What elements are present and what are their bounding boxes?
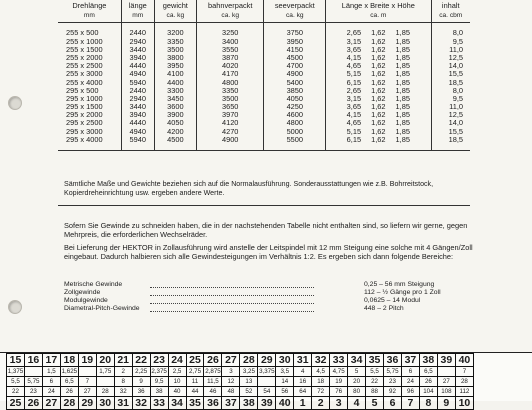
strip-cell: 4 (348, 397, 366, 410)
strip-row (7, 387, 474, 397)
cell-gewicht: 3900 (154, 111, 196, 119)
strip-cell: 24 (42, 387, 60, 397)
strip-cell: 38 (240, 397, 258, 410)
cell-abmessungen: 4,65 1,62 1,85 (326, 62, 431, 70)
strip-cell: 32 (114, 387, 132, 397)
thread-label: Diametral-Pitch-Gewinde (64, 305, 140, 312)
strip-cell: 46 (204, 387, 222, 397)
cell-laenge: 3940 (121, 54, 154, 62)
strip-cell: 10 (168, 377, 186, 387)
strip-cell: 88 (366, 387, 384, 397)
unit-cell: ca. kg (154, 11, 196, 23)
cell-seeverpackt: 4500 (264, 54, 326, 62)
thread-value: 0,0625 – 14 Modul (364, 297, 421, 304)
strip-cell: 2,875 (205, 368, 221, 375)
strip-cell: 3,375 (259, 368, 275, 375)
cell-gewicht: 3950 (154, 62, 196, 70)
strip-row (7, 397, 474, 410)
strip-cell: 5,5 (7, 377, 25, 387)
strip-cell: 27 (78, 387, 96, 397)
dreh-length: 1000 (86, 36, 103, 46)
strip-cell: 18 (60, 354, 78, 367)
strip-cell: 2,5 (168, 367, 186, 377)
strip-cell: 17 (42, 354, 60, 367)
unit-cell: ca. kg (264, 11, 326, 23)
dreh-diameter: 295 x (66, 110, 87, 120)
strip-cell: 2 (114, 367, 132, 377)
strip-cell: 22 (366, 377, 384, 387)
strip-cell: 28 (96, 387, 114, 397)
machine-spec-table (58, 0, 470, 151)
strip-cell: 24 (168, 354, 186, 367)
strip-cell: 23 (384, 377, 402, 387)
strip-cell: 16 (24, 354, 42, 367)
strip-cell: 25 (186, 354, 204, 367)
header-cell: bahnverpackt (196, 0, 264, 11)
strip-cell: 19 (78, 354, 96, 367)
strip-cell: 3 (222, 367, 240, 377)
strip-cell: 30 (96, 397, 114, 410)
strip-cell: 3,25 (240, 367, 258, 377)
strip-cell (258, 377, 276, 387)
strip-cell: 3,5 (276, 367, 294, 377)
dreh-length: 4000 (86, 134, 103, 144)
thread-label: Modulgewinde (64, 297, 108, 304)
dreh-diameter: 255 x (66, 52, 87, 62)
strip-cell: 26 (60, 387, 78, 397)
punch-hole (8, 300, 22, 314)
zollausfuehrung-paragraph: Bei Lieferung der HEKTOR in Zollausführung wird anstelle der Leitspindel mit 12 mm Steigung eine solche mit 4 Gängen/Zoll eingebaut. Dadurch halbieren sich alle Gewindesteigungen im Verhältnis 1:2. Es ergeben sich dann folgende Bereiche: (64, 243, 473, 262)
strip-cell: 37 (222, 397, 240, 410)
strip-cell: 37 (401, 354, 419, 367)
table-footnote: Sämtliche Maße und Gewichte beziehen sich auf die Normalausführung. Sonderausstattungen wie z.B. Bohrreitstock, Kopierdreheinrichtung usw. ergeben andere Werte. (58, 176, 470, 206)
dreh-length: 500 (86, 28, 99, 38)
cell-seeverpackt: 3950 (264, 37, 326, 45)
strip-cell: 26 (204, 354, 222, 367)
thread-value: 112 – ½ Gänge pro 1 Zoll (364, 289, 441, 296)
thread-range-metric (64, 281, 474, 289)
dreh-diameter: 255 x (66, 61, 87, 71)
strip-cell: 76 (330, 387, 348, 397)
thread-label: Zollgewinde (64, 289, 101, 296)
cell-abmessungen: 2,65 1,62 1,85 (326, 86, 431, 94)
cell-seeverpackt: 4150 (264, 45, 326, 53)
strip-cell: 8 (114, 377, 132, 387)
strip-cell: 80 (348, 387, 366, 397)
strip-cell: 28 (455, 377, 473, 387)
cell-inhalt: 14,0 (431, 119, 470, 127)
thread-range-inch (64, 289, 474, 297)
strip-cell: 18 (312, 377, 330, 387)
cell-seeverpackt: 4900 (264, 70, 326, 78)
strip-cell: 22 (132, 354, 150, 367)
strip-cell: 6 (42, 377, 60, 387)
dreh-diameter: 295 x (66, 85, 87, 95)
strip-cell: 2,75 (186, 367, 204, 377)
strip-cell: 27 (437, 377, 455, 387)
strip-cell: 1,5 (42, 367, 60, 377)
strip-cell (24, 367, 42, 377)
cell-seeverpackt: 4600 (264, 111, 326, 119)
strip-cell: 96 (401, 387, 419, 397)
strip-cell: 36 (384, 354, 402, 367)
strip-cell: 54 (258, 387, 276, 397)
cell-laenge: 3440 (121, 45, 154, 53)
cell-abmessungen: 6,15 1,62 1,85 (326, 78, 431, 86)
strip-cell: 44 (186, 387, 204, 397)
strip-cell: 34 (168, 397, 186, 410)
cell-laenge: 2940 (121, 95, 154, 103)
cell-abmessungen: 4,65 1,62 1,85 (326, 119, 431, 127)
strip-cell: 6,5 (60, 377, 78, 387)
cell-laenge: 4440 (121, 62, 154, 70)
strip-cell: 35 (186, 397, 204, 410)
unit-cell: mm (121, 11, 154, 23)
cell-inhalt: 9,5 (431, 37, 470, 45)
strip-cell: 31 (114, 397, 132, 410)
strip-cell: 9,5 (150, 377, 168, 387)
dreh-length: 3000 (86, 69, 103, 79)
strip-cell: 5 (366, 397, 384, 410)
thread-ranges-list (64, 281, 474, 313)
cell-bahnverpackt: 3550 (196, 45, 264, 53)
cell-gewicht: 3200 (154, 29, 196, 37)
strip-row (7, 367, 474, 377)
dreh-length: 2000 (86, 52, 103, 62)
cell-seeverpackt: 4050 (264, 95, 326, 103)
cell-inhalt: 9,5 (431, 95, 470, 103)
dreh-length: 3000 (86, 126, 103, 136)
strip-cell: 2,25 (132, 367, 150, 377)
strip-cell: 29 (78, 397, 96, 410)
strip-cell: 33 (150, 397, 168, 410)
strip-cell: 38 (150, 387, 168, 397)
strip-cell: 1 (294, 397, 312, 410)
strip-cell: 48 (222, 387, 240, 397)
dreh-length: 500 (86, 85, 99, 95)
cell-bahnverpackt: 3500 (196, 95, 264, 103)
strip-cell: 27 (42, 397, 60, 410)
strip-row (7, 377, 474, 387)
strip-cell: 39 (437, 354, 455, 367)
strip-cell: 92 (384, 387, 402, 397)
unit-cell: ca. cbm (431, 11, 470, 23)
strip-cell: 56 (276, 387, 294, 397)
dreh-diameter: 255 x (66, 77, 87, 87)
cell-inhalt: 18,5 (431, 135, 470, 143)
strip-cell: 28 (60, 397, 78, 410)
dreh-diameter: 295 x (66, 93, 87, 103)
cell-inhalt: 8,0 (431, 29, 470, 37)
cell-abmessungen: 3,15 1,62 1,85 (326, 95, 431, 103)
cell-laenge: 4940 (121, 70, 154, 78)
dotted-leader (150, 281, 314, 288)
dreh-diameter: 295 x (66, 134, 87, 144)
cell-abmessungen: 5,15 1,62 1,85 (326, 127, 431, 135)
strip-cell: 11 (186, 377, 204, 387)
strip-cell: 25 (7, 397, 25, 410)
thread-range-module (64, 297, 474, 305)
strip-cell: 20 (348, 377, 366, 387)
dreh-diameter: 255 x (66, 69, 87, 79)
cell-bahnverpackt: 4120 (196, 119, 264, 127)
cell-abmessungen: 2,65 1,62 1,85 (326, 29, 431, 37)
cell-laenge: 4940 (121, 127, 154, 135)
cell-abmessungen: 3,65 1,62 1,85 (326, 45, 431, 53)
table-row (58, 29, 470, 37)
thread-value: 0,25 – 56 mm Steigung (364, 281, 435, 288)
cell-abmessungen: 3,65 1,62 1,85 (326, 103, 431, 111)
cell-seeverpackt: 4800 (264, 119, 326, 127)
cell-bahnverpackt: 3250 (196, 29, 264, 37)
cell-abmessungen: 6,15 1,62 1,85 (326, 135, 431, 143)
strip-cell (78, 367, 96, 377)
strip-cell: 72 (312, 387, 330, 397)
strip-cell: 19 (330, 377, 348, 387)
strip-cell: 31 (294, 354, 312, 367)
strip-cell: 22 (7, 387, 25, 397)
header-cell: länge (121, 0, 154, 11)
header-cell: gewicht (154, 0, 196, 11)
strip-cell: 14 (276, 377, 294, 387)
strip-cell: 10 (455, 397, 473, 410)
cell-laenge: 2440 (121, 86, 154, 94)
thread-range-diametral-pitch (64, 305, 474, 313)
cell-gewicht: 4500 (154, 135, 196, 143)
cell-seeverpackt: 3850 (264, 86, 326, 94)
header-cell: Länge x Breite x Höhe (326, 0, 431, 11)
strip-cell: 1,75 (96, 367, 114, 377)
cell-laenge: 2440 (121, 29, 154, 37)
cell-bahnverpackt: 3870 (196, 54, 264, 62)
strip-cell: 2,375 (151, 368, 167, 375)
strip-cell: 5,75 (24, 377, 42, 387)
dreh-diameter: 295 x (66, 126, 87, 136)
cell-drehlaenge (58, 135, 121, 143)
strip-cell: 4 (294, 367, 312, 377)
strip-cell: 34 (348, 354, 366, 367)
cell-bahnverpackt: 3970 (196, 111, 264, 119)
cell-laenge: 5940 (121, 78, 154, 86)
strip-cell: 9 (132, 377, 150, 387)
cell-abmessungen: 3,15 1,62 1,85 (326, 37, 431, 45)
cell-seeverpackt: 4250 (264, 103, 326, 111)
strip-cell: 26 (24, 397, 42, 410)
strip-cell: 7 (401, 397, 419, 410)
strip-cell: 20 (96, 354, 114, 367)
dreh-diameter: 255 x (66, 44, 87, 54)
strip-cell: 32 (132, 397, 150, 410)
cell-bahnverpackt: 4900 (196, 135, 264, 143)
cell-seeverpackt: 5000 (264, 127, 326, 135)
table-units-row (58, 11, 470, 23)
thread-chart-table (6, 353, 474, 410)
dreh-diameter: 295 x (66, 102, 87, 112)
strip-cell: 23 (150, 354, 168, 367)
dreh-diameter: 255 x (66, 28, 87, 38)
thread-value: 448 – 2 Pitch (364, 305, 404, 312)
strip-cell: 108 (437, 387, 455, 397)
cell-bahnverpackt: 4170 (196, 70, 264, 78)
strip-cell: 104 (419, 387, 437, 397)
strip-cell: 3 (330, 397, 348, 410)
strip-cell (96, 377, 114, 387)
thread-chart-strip (0, 352, 532, 409)
cell-seeverpackt: 4700 (264, 62, 326, 70)
cell-gewicht: 3600 (154, 103, 196, 111)
strip-cell: 8 (419, 397, 437, 410)
cell-inhalt: 12,5 (431, 111, 470, 119)
strip-cell: 6 (401, 367, 419, 377)
cell-inhalt: 12,5 (431, 54, 470, 62)
strip-cell: 2 (312, 397, 330, 410)
cell-gewicht: 3500 (154, 45, 196, 53)
dotted-leader (150, 289, 314, 296)
cell-gewicht: 3350 (154, 37, 196, 45)
strip-cell: 4,75 (330, 367, 348, 377)
strip-cell: 32 (312, 354, 330, 367)
strip-cell: 23 (24, 387, 42, 397)
cell-abmessungen: 5,15 1,62 1,85 (326, 70, 431, 78)
strip-cell: 40 (168, 387, 186, 397)
table-row (58, 135, 470, 143)
cell-gewicht: 3800 (154, 54, 196, 62)
strip-cell: 40 (455, 354, 473, 367)
strip-cell: 21 (114, 354, 132, 367)
unit-cell: ca. kg (196, 11, 264, 23)
dreh-diameter: 255 x (66, 36, 87, 46)
cell-seeverpackt: 5400 (264, 78, 326, 86)
cell-abmessungen: 4,15 1,62 1,85 (326, 54, 431, 62)
header-cell: inhalt (431, 0, 470, 11)
cell-seeverpackt: 5500 (264, 135, 326, 143)
cell-bahnverpackt: 3650 (196, 103, 264, 111)
table-row (58, 70, 470, 78)
cell-inhalt: 11,0 (431, 45, 470, 53)
cell-laenge: 5940 (121, 135, 154, 143)
strip-cell: 30 (276, 354, 294, 367)
dreh-length: 1500 (86, 102, 103, 112)
strip-cell: 39 (258, 397, 276, 410)
strip-cell: 40 (276, 397, 294, 410)
unit-cell: mm (58, 11, 121, 23)
table-header-row (58, 0, 470, 11)
strip-row (7, 354, 474, 367)
cell-gewicht: 4100 (154, 70, 196, 78)
cell-laenge: 2940 (121, 37, 154, 45)
strip-cell: 12 (222, 377, 240, 387)
dreh-length: 1500 (86, 44, 103, 54)
strip-cell: 29 (258, 354, 276, 367)
dreh-length: 2000 (86, 110, 103, 120)
cell-inhalt: 18,5 (431, 78, 470, 86)
strip-cell: 52 (240, 387, 258, 397)
strip-cell: 1,625 (61, 368, 78, 375)
dreh-length: 2500 (86, 61, 103, 71)
strip-cell: 26 (419, 377, 437, 387)
dreh-length: 2500 (86, 118, 103, 128)
wechselraeder-paragraph: Sofern Sie Gewinde zu schneiden haben, die in der nachstehenden Tabelle nicht enthalten sind, so liefern wir gerne, gegen Mehrpreis, die erforderlichen Wechselräder. (64, 221, 468, 240)
punch-hole (8, 96, 22, 110)
cell-inhalt: 15,5 (431, 70, 470, 78)
strip-cell: 9 (437, 397, 455, 410)
strip-cell: 5,75 (384, 367, 402, 377)
strip-cell: 1,375 (7, 368, 24, 375)
cell-bahnverpackt: 4800 (196, 78, 264, 86)
dreh-length: 4000 (86, 77, 103, 87)
strip-cell: 6 (384, 397, 402, 410)
cell-gewicht: 3450 (154, 95, 196, 103)
strip-cell: 24 (401, 377, 419, 387)
cell-gewicht: 4050 (154, 119, 196, 127)
strip-cell: 64 (294, 387, 312, 397)
cell-inhalt: 15,5 (431, 127, 470, 135)
dreh-diameter: 295 x (66, 118, 87, 128)
strip-cell: 112 (455, 387, 473, 397)
header-cell: Drehlänge (72, 0, 107, 10)
strip-cell: 36 (204, 397, 222, 410)
cell-inhalt: 14,0 (431, 62, 470, 70)
strip-cell (437, 367, 455, 377)
unit-cell: ca. m (326, 11, 431, 23)
strip-cell: 36 (132, 387, 150, 397)
strip-cell: 15 (7, 354, 25, 367)
cell-seeverpackt: 3750 (264, 29, 326, 37)
thread-label: Metrische Gewinde (64, 281, 123, 288)
cell-gewicht: 3300 (154, 86, 196, 94)
strip-cell: 7 (455, 367, 473, 377)
cell-laenge: 3940 (121, 111, 154, 119)
cell-bahnverpackt: 3400 (196, 37, 264, 45)
strip-cell: 28 (240, 354, 258, 367)
cell-gewicht: 4400 (154, 78, 196, 86)
strip-cell: 5,5 (366, 367, 384, 377)
strip-cell: 11,5 (204, 377, 222, 387)
header-cell: seeverpackt (264, 0, 326, 11)
strip-cell: 7 (78, 377, 96, 387)
strip-cell: 35 (366, 354, 384, 367)
dotted-leader (150, 305, 314, 312)
strip-cell: 16 (294, 377, 312, 387)
strip-cell: 5 (348, 367, 366, 377)
cell-inhalt: 11,0 (431, 103, 470, 111)
strip-cell: 27 (222, 354, 240, 367)
strip-cell: 13 (240, 377, 258, 387)
cell-inhalt: 8,0 (431, 86, 470, 94)
strip-cell: 38 (419, 354, 437, 367)
dreh-length: 1000 (86, 93, 103, 103)
cell-laenge: 3440 (121, 103, 154, 111)
strip-cell: 33 (330, 354, 348, 367)
dotted-leader (150, 297, 314, 304)
cell-bahnverpackt: 4270 (196, 127, 264, 135)
cell-laenge: 4440 (121, 119, 154, 127)
cell-abmessungen: 4,15 1,62 1,85 (326, 111, 431, 119)
cell-bahnverpackt: 3350 (196, 86, 264, 94)
cell-gewicht: 4200 (154, 127, 196, 135)
strip-cell: 6,5 (419, 367, 437, 377)
strip-cell: 4,5 (312, 367, 330, 377)
cell-bahnverpackt: 4020 (196, 62, 264, 70)
